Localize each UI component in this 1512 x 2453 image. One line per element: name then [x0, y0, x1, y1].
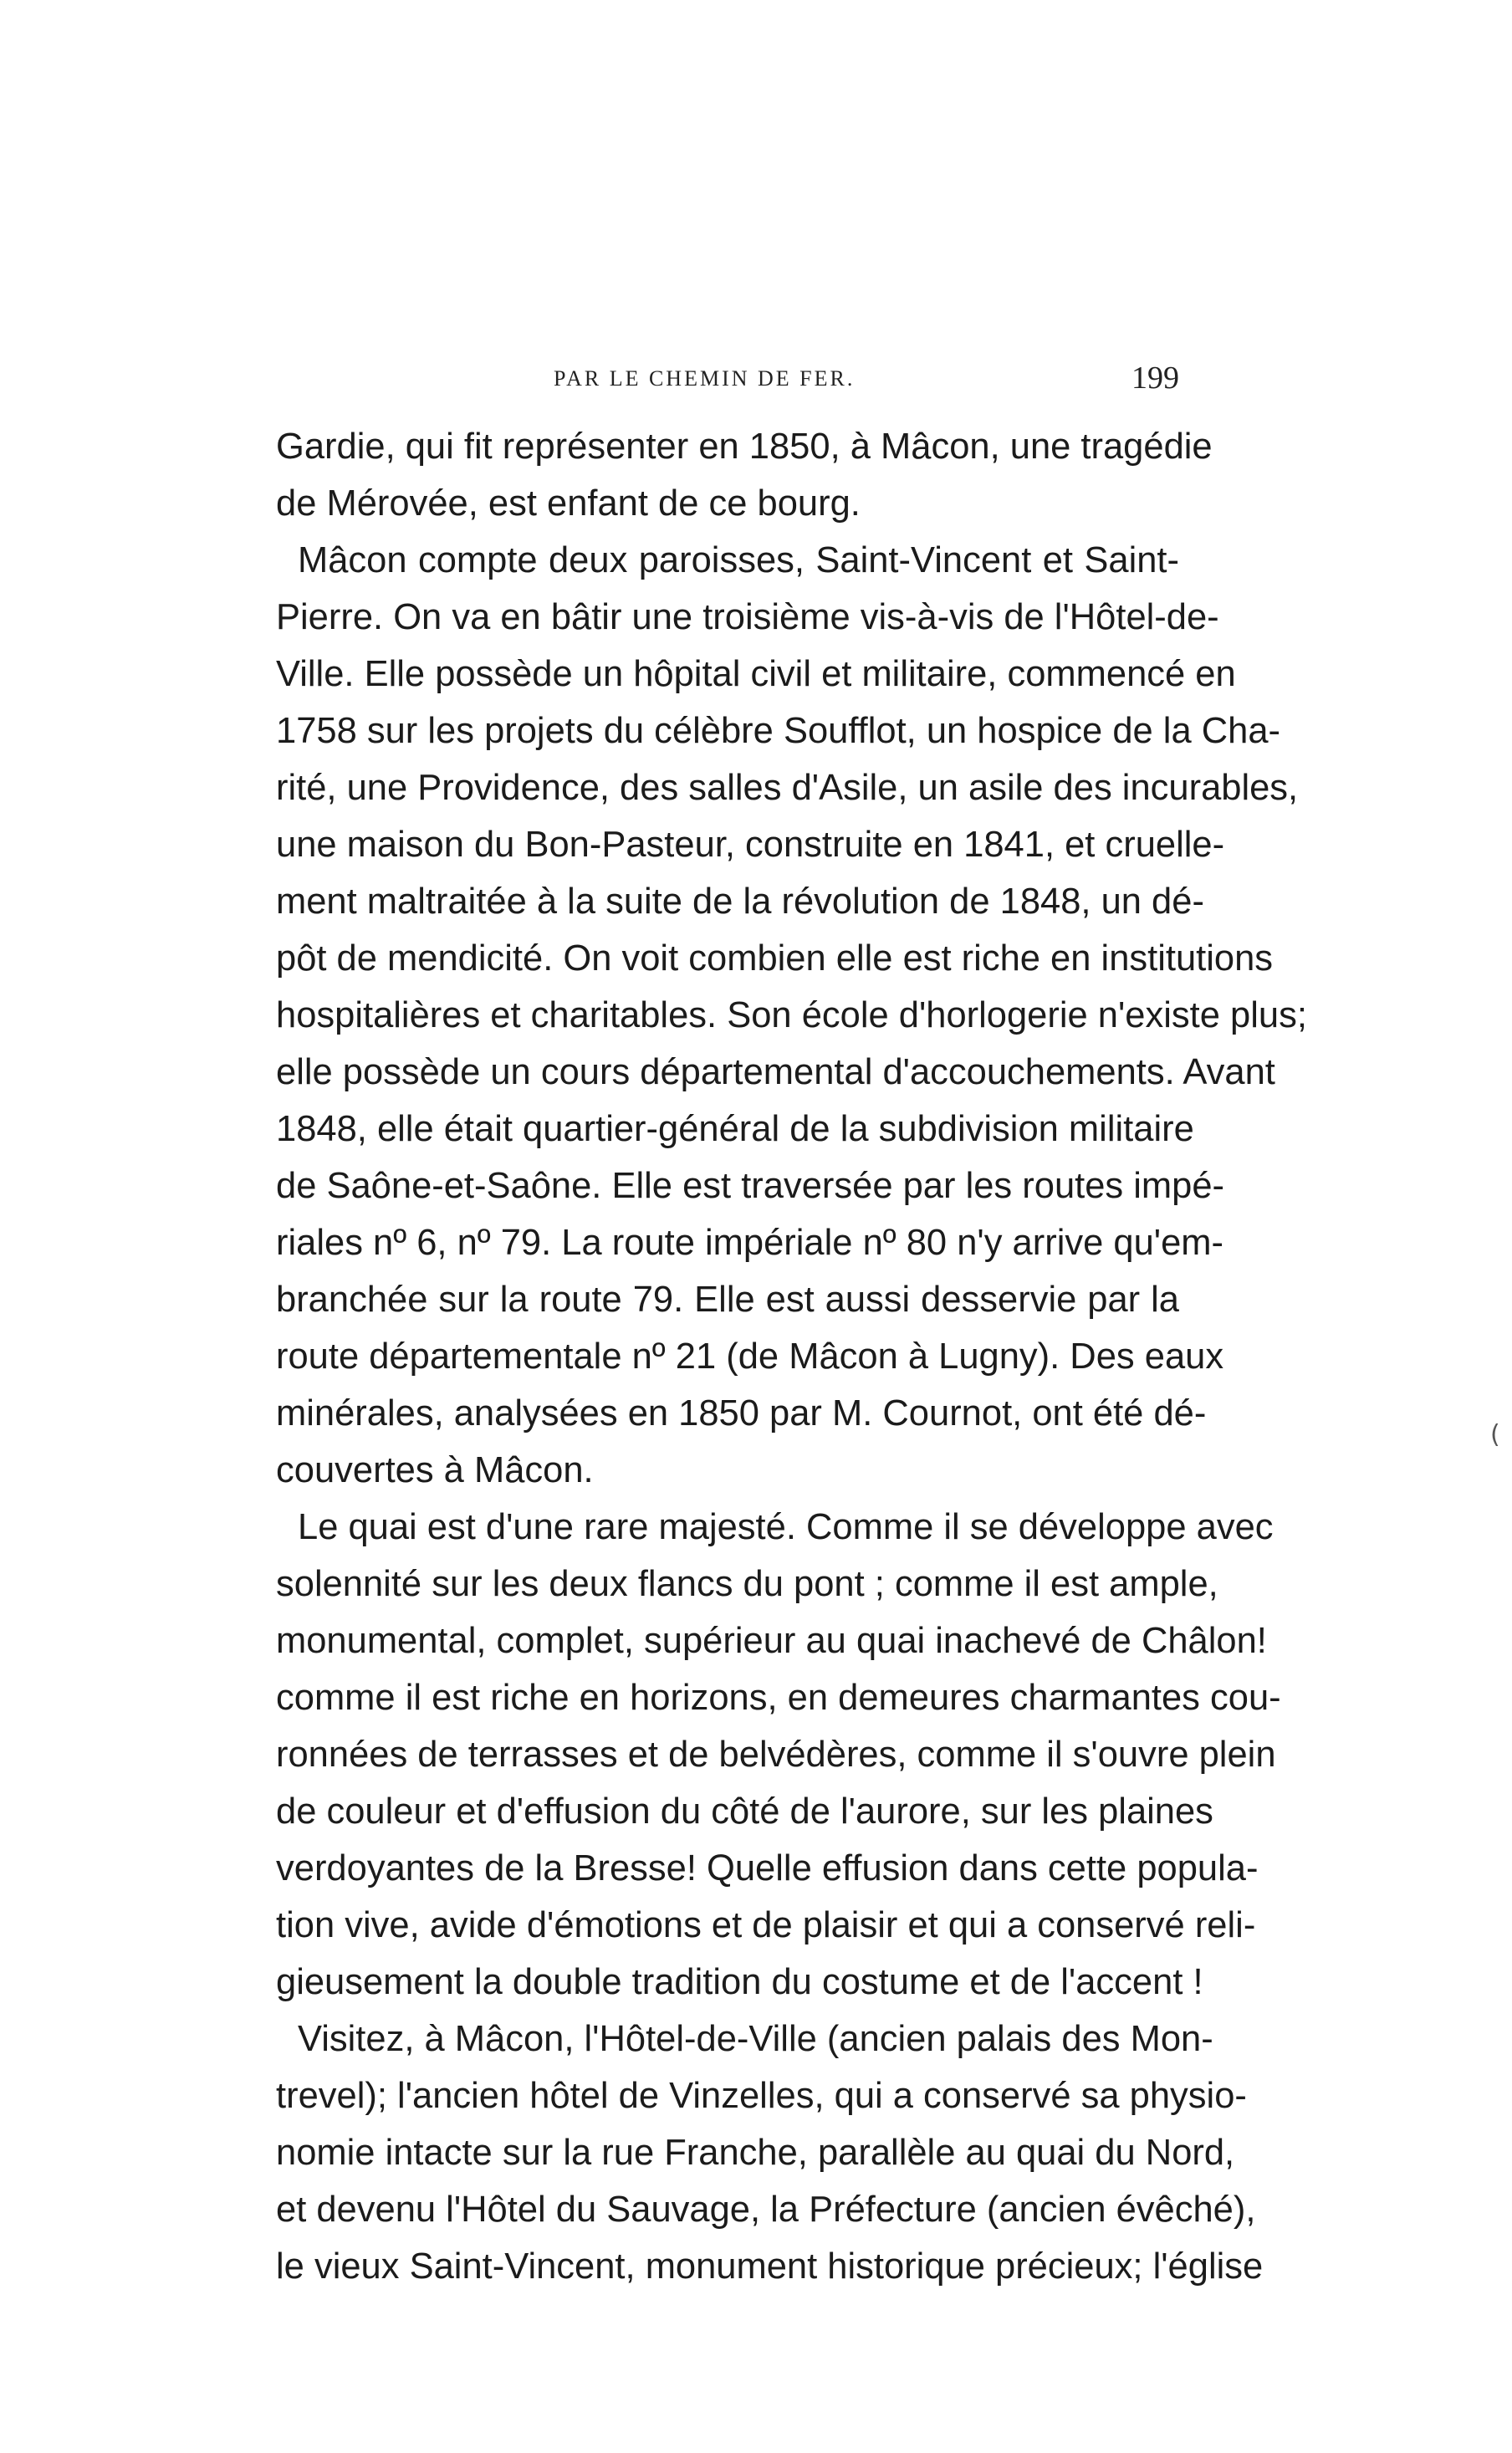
text-line: ronnées de terrasses et de belvédères, comme il s'ouvre plein: [276, 1735, 1276, 1775]
text-line: de Mérovée, est enfant de ce bourg.: [276, 483, 861, 524]
text-line: comme il est riche en horizons, en demeures charmantes cou-: [276, 1678, 1281, 1718]
text-line: tion vive, avide d'émotions et de plaisir et qui a conservé reli-: [276, 1905, 1256, 1945]
text-line: riales nº 6, nº 79. La route impériale nº 80 n'y arrive qu'em-: [276, 1223, 1223, 1263]
running-title: PAR LE CHEMIN DE FER.: [554, 366, 856, 391]
text-line: 1848, elle était quartier-général de la subdivision militaire: [276, 1109, 1194, 1149]
text-line: de Saône-et-Saône. Elle est traversée par les routes impé-: [276, 1166, 1225, 1206]
text-line: monumental, complet, supérieur au quai inachevé de Châlon!: [276, 1621, 1267, 1661]
text-line: elle possède un cours départemental d'accouchements. Avant: [276, 1052, 1275, 1092]
page-number: 199: [1131, 360, 1179, 396]
text-line: branchée sur la route 79. Elle est aussi desservie par la: [276, 1280, 1179, 1320]
text-line: hospitalières et charitables. Son école d'horlogerie n'existe plus;: [276, 995, 1307, 1035]
text-line: Visitez, à Mâcon, l'Hôtel-de-Ville (ancien palais des Mon-: [298, 2019, 1213, 2059]
page-header: [276, 360, 1179, 401]
text-line: le vieux Saint-Vincent, monument historique précieux; l'église: [276, 2246, 1264, 2287]
text-line: rité, une Providence, des salles d'Asile, un asile des incurables,: [276, 768, 1299, 808]
text-line: gieusement la double tradition du costume et de l'accent !: [276, 1962, 1203, 2002]
text-line: solennité sur les deux flancs du pont ; comme il est ample,: [276, 1564, 1218, 1604]
text-line: couvertes à Mâcon.: [276, 1450, 594, 1490]
text-line: minérales, analysées en 1850 par M. Cournot, ont été dé-: [276, 1393, 1207, 1433]
text-line: Mâcon compte deux paroisses, Saint-Vincent et Saint-: [298, 540, 1179, 580]
text-line: 1758 sur les projets du célèbre Soufflot, un hospice de la Cha-: [276, 711, 1281, 751]
text-line: une maison du Bon-Pasteur, construite en 1841, et cruelle-: [276, 825, 1225, 865]
text-line: trevel); l'ancien hôtel de Vinzelles, qui a conservé sa physio-: [276, 2076, 1247, 2116]
text-line: pôt de mendicité. On voit combien elle est riche en institutions: [276, 938, 1274, 979]
marginal-mark: (: [1490, 1420, 1500, 1449]
body-text: [276, 418, 1307, 2295]
text-line: ment maltraitée à la suite de la révolution de 1848, un dé-: [276, 882, 1204, 922]
text-line: Gardie, qui fit représenter en 1850, à Mâcon, une tragédie: [276, 427, 1213, 467]
text-line: Pierre. On va en bâtir une troisième vis-à-vis de l'Hôtel-de-: [276, 597, 1219, 637]
text-line: et devenu l'Hôtel du Sauvage, la Préfecture (ancien évêché),: [276, 2190, 1256, 2230]
text-line: verdoyantes de la Bresse! Quelle effusion dans cette popula-: [276, 1848, 1259, 1888]
text-line: Ville. Elle possède un hôpital civil et militaire, commencé en: [276, 654, 1236, 694]
text-line: Le quai est d'une rare majesté. Comme il se développe avec: [298, 1507, 1274, 1547]
text-line: nomie intacte sur la rue Franche, parallèle au quai du Nord,: [276, 2133, 1235, 2173]
text-line: route départementale nº 21 (de Mâcon à Lugny). Des eaux: [276, 1336, 1224, 1377]
text-line: de couleur et d'effusion du côté de l'aurore, sur les plaines: [276, 1791, 1213, 1832]
